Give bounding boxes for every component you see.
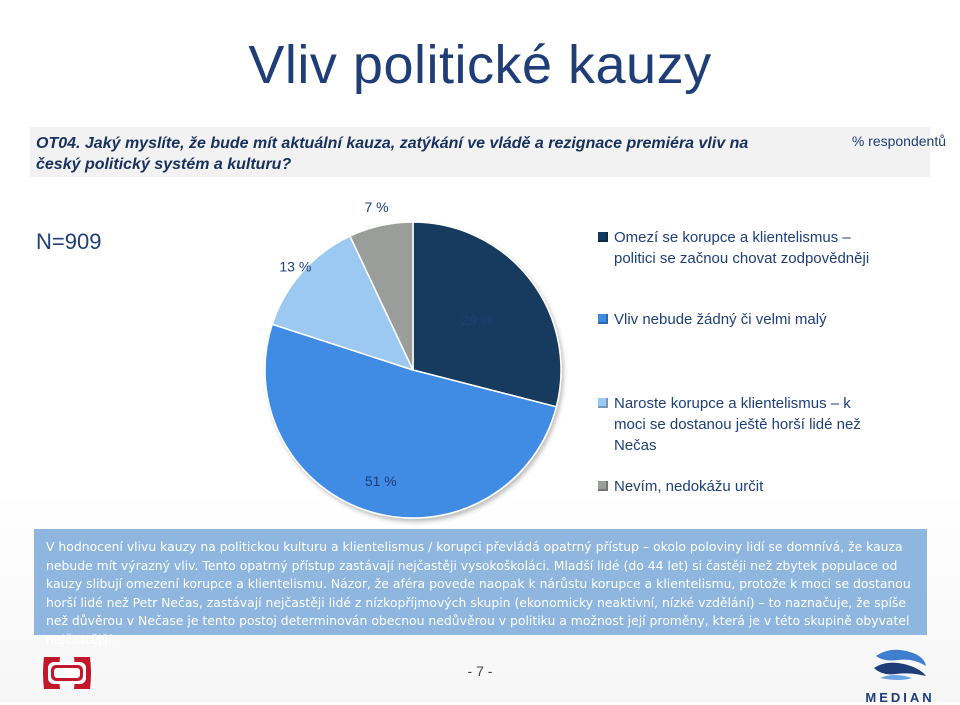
legend-item-4 — [598, 476, 884, 497]
median-logo-icon — [870, 646, 930, 684]
legend-swatch-4 — [598, 481, 608, 491]
median-logo — [862, 646, 938, 705]
respondents-label: % respondentů — [851, 133, 946, 149]
summary-text: V hodnocení vlivu kauzy na politickou kulturu a klientelismus / korupci převládá opatrný přístup – okolo poloviny lidí se domnívá, že kauza nebude mít výrazný vliv. Tento opatrný přístup zastávají nejčastěji vysokoškoláci. Mladší lidé (do 44 let) si častěji než zbytek populace od kauzy slibují omezení korupce a klientelismu. Názor, že aféra povede naopak k nárůstu korupce a klientelismu, protože k moci se dostanou horší lidé než Petr Nečas, zastávají nejčastěji lidé z nízkopříjmových skupin (ekonomicky neaktivní, nízké vzdělání) – to naznačuje, že spíše než důvěrou v Nečase je tento postoj determinován obecnou nedůvěrou v politiku a možnost její proměny, která je v této skupině obyvatel nejčastější. — [46, 539, 911, 647]
legend-item-2 — [598, 309, 884, 330]
legend-swatch-1 — [598, 232, 608, 242]
page-number: - 7 - — [467, 663, 493, 679]
page-title: Vliv politické kauzy — [248, 35, 712, 95]
legend-label-4: Nevím, nedokážu určit — [614, 478, 764, 495]
legend-label-3: Naroste korupce a klientelismus – k moci se dostanou ještě horší lidé než Nečas — [614, 395, 861, 454]
pie-data-label-1: 29 % — [461, 312, 494, 329]
pie-data-label-3: 13 % — [279, 258, 312, 275]
median-logo-text: MEDIAN — [865, 690, 935, 705]
pie-chart — [230, 200, 600, 530]
summary-box — [34, 529, 927, 647]
pie-data-label-4: 7 % — [364, 200, 389, 215]
sample-size-label: N=909 — [36, 229, 102, 254]
question-text: OT04. Jaký myslíte, že bude mít aktuální kauza, zatýkání ve vládě a rezignace premiéra vliv na český politický systém a kulturu? — [36, 135, 749, 173]
legend-item-1 — [598, 227, 884, 269]
legend-swatch-3 — [598, 398, 608, 408]
legend-swatch-2 — [598, 314, 608, 324]
legend-label-2: Vliv nebude žádný či velmi malý — [614, 311, 827, 328]
legend-label-1: Omezí se korupce a klientelismus – politici se začnou chovat zodpovědněji — [614, 229, 870, 267]
pie-data-label-2: 51 % — [364, 472, 397, 489]
legend-item-3 — [598, 393, 884, 456]
